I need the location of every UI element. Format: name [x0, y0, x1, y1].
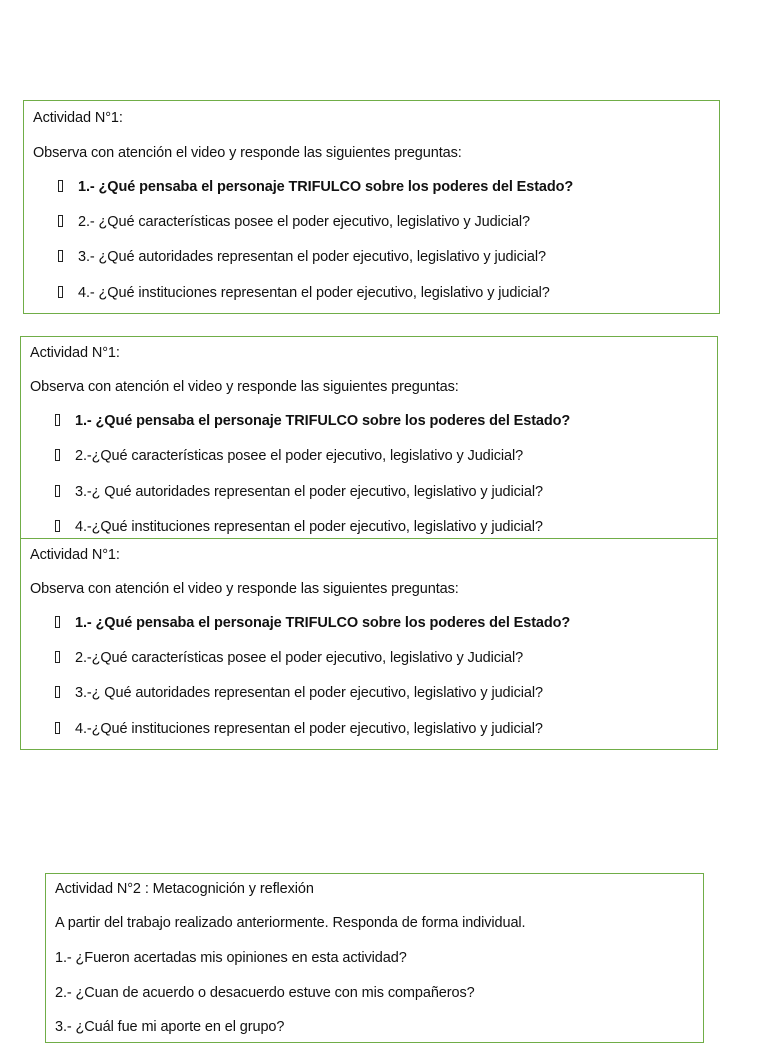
- activity1-intro: Observa con atención el video y responde las siguientes preguntas:: [30, 581, 459, 597]
- activity1-title: Actividad N°1:: [30, 547, 120, 563]
- activity1-title: Actividad N°1:: [30, 345, 120, 361]
- activity2-intro: A partir del trabajo realizado anteriormente. Responda de forma individual.: [55, 915, 526, 931]
- square-bullet-icon: [58, 180, 63, 192]
- question-2: 2.- ¿Qué características posee el poder ejecutivo, legislativo y Judicial?: [78, 214, 530, 230]
- square-bullet-icon: [55, 651, 60, 663]
- question-3: 3.-¿ Qué autoridades representan el poder ejecutivo, legislativo y judicial?: [75, 685, 543, 701]
- question-1: 1.- ¿Qué pensaba el personaje TRIFULCO sobre los poderes del Estado?: [75, 413, 571, 429]
- square-bullet-icon: [55, 520, 60, 532]
- activity1-intro: Observa con atención el video y responde las siguientes preguntas:: [30, 379, 459, 395]
- question-2: 2.-¿Qué características posee el poder ejecutivo, legislativo y Judicial?: [75, 650, 524, 666]
- square-bullet-icon: [58, 250, 63, 262]
- activity2-title: Actividad N°2 : Metacognición y reflexión: [55, 881, 314, 897]
- square-bullet-icon: [55, 722, 60, 734]
- square-bullet-icon: [55, 686, 60, 698]
- reflection-question-3: 3.- ¿Cuál fue mi aporte en el grupo?: [55, 1019, 285, 1035]
- reflection-question-1: 1.- ¿Fueron acertadas mis opiniones en esta actividad?: [55, 950, 407, 966]
- square-bullet-icon: [55, 414, 60, 426]
- question-2: 2.-¿Qué características posee el poder ejecutivo, legislativo y Judicial?: [75, 448, 524, 464]
- question-3: 3.-¿ Qué autoridades representan el poder ejecutivo, legislativo y judicial?: [75, 484, 543, 500]
- square-bullet-icon: [55, 485, 60, 497]
- question-4: 4.-¿Qué instituciones representan el poder ejecutivo, legislativo y judicial?: [75, 721, 543, 737]
- activity1-box-1: [23, 100, 720, 314]
- square-bullet-icon: [55, 449, 60, 461]
- square-bullet-icon: [58, 286, 63, 298]
- activity1-title: Actividad N°1:: [33, 110, 123, 126]
- reflection-question-2: 2.- ¿Cuan de acuerdo o desacuerdo estuve con mis compañeros?: [55, 985, 475, 1001]
- activity1-box-2: [20, 336, 718, 539]
- question-4: 4.-¿Qué instituciones representan el poder ejecutivo, legislativo y judicial?: [75, 519, 543, 535]
- activity1-intro: Observa con atención el video y responde las siguientes preguntas:: [33, 145, 462, 161]
- activity2-box: [45, 873, 704, 1043]
- question-3: 3.- ¿Qué autoridades representan el poder ejecutivo, legislativo y judicial?: [78, 249, 546, 265]
- question-1: 1.- ¿Qué pensaba el personaje TRIFULCO sobre los poderes del Estado?: [78, 179, 574, 195]
- square-bullet-icon: [55, 616, 60, 628]
- activity1-box-3: [20, 538, 718, 750]
- square-bullet-icon: [58, 215, 63, 227]
- question-1: 1.- ¿Qué pensaba el personaje TRIFULCO sobre los poderes del Estado?: [75, 615, 571, 631]
- question-4: 4.- ¿Qué instituciones representan el poder ejecutivo, legislativo y judicial?: [78, 285, 550, 301]
